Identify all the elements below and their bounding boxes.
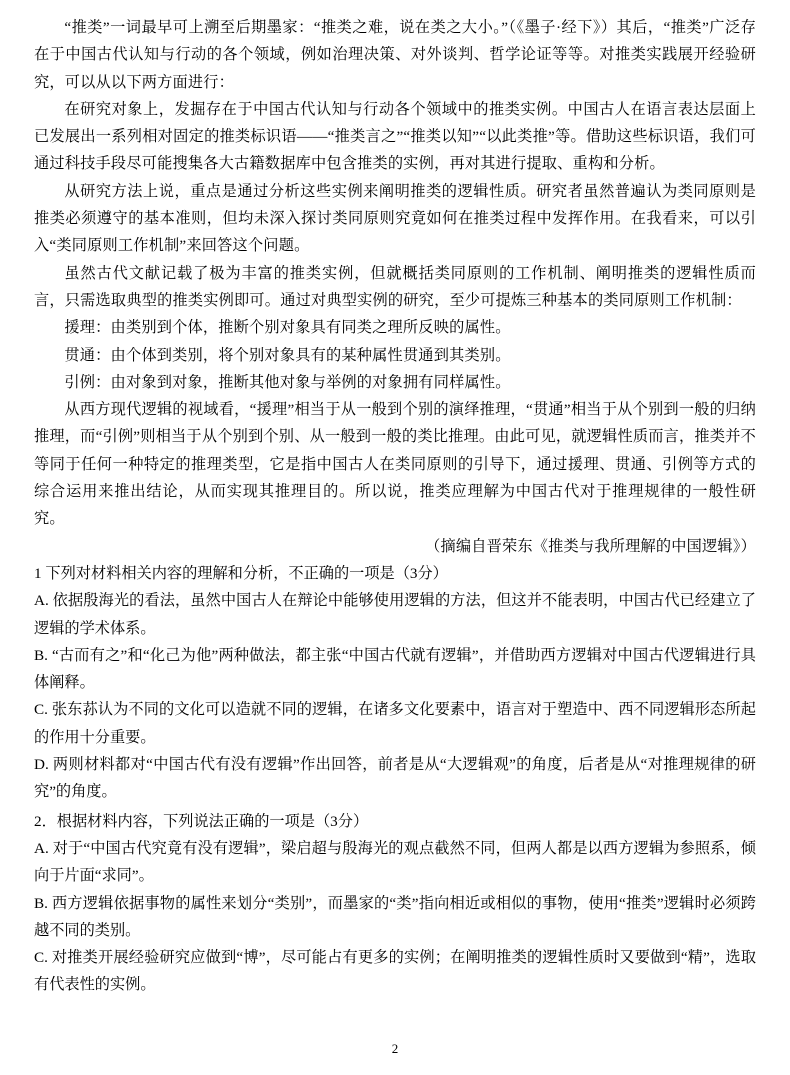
question-1-stem: 1 下列对材料相关内容的理解和分析，不正确的一项是（3分）	[34, 564, 448, 582]
question-1-option-a: A. 依据殷海光的看法，虽然中国古人在辩论中能够使用逻辑的方法，但这并不能表明，中国古代已经建立了逻辑的学术体系。	[34, 592, 756, 637]
body-paragraph-1: “推类”一词最早可上溯至后期墨家：“推类之难，说在类之大小。”（《墨子·经下》）其后，“推类”广泛存在于中国古代认知与行动的各个领域，例如治理决策、对外谈判、哲学论证等等。对推类实践展开经验研究，可以从以下两方面进行：	[34, 19, 756, 91]
page-number: 2	[391, 1041, 399, 1056]
body-paragraph-6: 贯通：由个体到类别，将个别对象具有的某种属性贯通到其类别。	[64, 346, 511, 364]
body-paragraph-5: 援理：由类别到个体，推断个别对象具有同类之理所反映的属性。	[64, 319, 511, 337]
body-paragraph-3: 从研究方法上说，重点是通过分析这些实例来阐明推类的逻辑性质。研究者虽然普遍认为类同原则是推类必须遵守的基本准则，但均未深入探讨类同原则究竟如何在推类过程中发挥作用。在我看来，可以引入“类同原则工作机制”来回答这个问题。	[34, 182, 756, 255]
source-attribution: （摘编自晋荣东《推类与我所理解的中国逻辑》）	[425, 537, 756, 555]
question-2-option-a: A. 对于“中国古代究竟有没有逻辑”，梁启超与殷海光的观点截然不同，但两人都是以西方逻辑为参照系，倾向于片面“求同”。	[34, 839, 756, 885]
question-1-option-c: C. 张东荪认为不同的文化可以造就不同的逻辑，在诸多文化要素中，语言对于塑造中、西不同逻辑形态所起的作用十分重要。	[34, 701, 756, 746]
body-paragraph-8: 从西方现代逻辑的视域看，“援理”相当于从一般到个别的演绎推理，“贯通”相当于从个别到一般的归纳推理，而“引例”则相当于从个别到个别、从一般到一般的类比推理。由此可见，就逻辑性质而言，推类并不等同于任何一种特定的推理类型，它是指中国古人在类同原则的引导下，通过援理、贯通、引例等方式的综合运用来推出结论，从而实现其推理目的。所以说，推类应理解为中国古代对于推理规律的一般性研究。	[34, 401, 756, 528]
body-paragraph-7: 引例：由对象到对象，推断其他对象与举例的对象拥有同样属性。	[64, 373, 511, 391]
question-2-stem: 2．根据材料内容，下列说法正确的一项是（3分）	[34, 812, 369, 830]
question-1-option-b: B. “古而有之”和“化己为他”两种做法，都主张“中国古代就有逻辑”，并借助西方逻辑对中国古代逻辑进行具体阐释。	[34, 646, 756, 692]
body-paragraph-4: 虽然古代文献记载了极为丰富的推类实例，但就概括类同原则的工作机制、阐明推类的逻辑性质而言，只需选取典型的推类实例即可。通过对典型实例的研究，至少可提炼三种基本的类同原则工作机制：	[34, 264, 756, 309]
question-1-option-d: D. 两则材料都对“中国古代有没有逻辑”作出回答，前者是从“大逻辑观”的角度，后者是从“对推理规律的研究”的角度。	[34, 756, 756, 801]
question-2-option-b: B. 西方逻辑依据事物的属性来划分“类别”，而墨家的“类”指向相近或相似的事物，使用“推类”逻辑时必须跨越不同的类别。	[34, 894, 756, 939]
body-paragraph-2: 在研究对象上，发掘存在于中国古代认知与行动各个领域中的推类实例。中国古人在语言表达层面上已发展出一系列相对固定的推类标识语——“推类言之”“推类以知”“以此类推”等。借助这些标识语，我们可通过科技手段尽可能搜集各大古籍数据库中包含推类的实例，再对其进行提取、重构和分析。	[34, 100, 756, 173]
question-2-option-c: C. 对推类开展经验研究应做到“博”，尽可能占有更多的实例；在阐明推类的逻辑性质时又要做到“精”，选取有代表性的实例。	[34, 949, 756, 994]
